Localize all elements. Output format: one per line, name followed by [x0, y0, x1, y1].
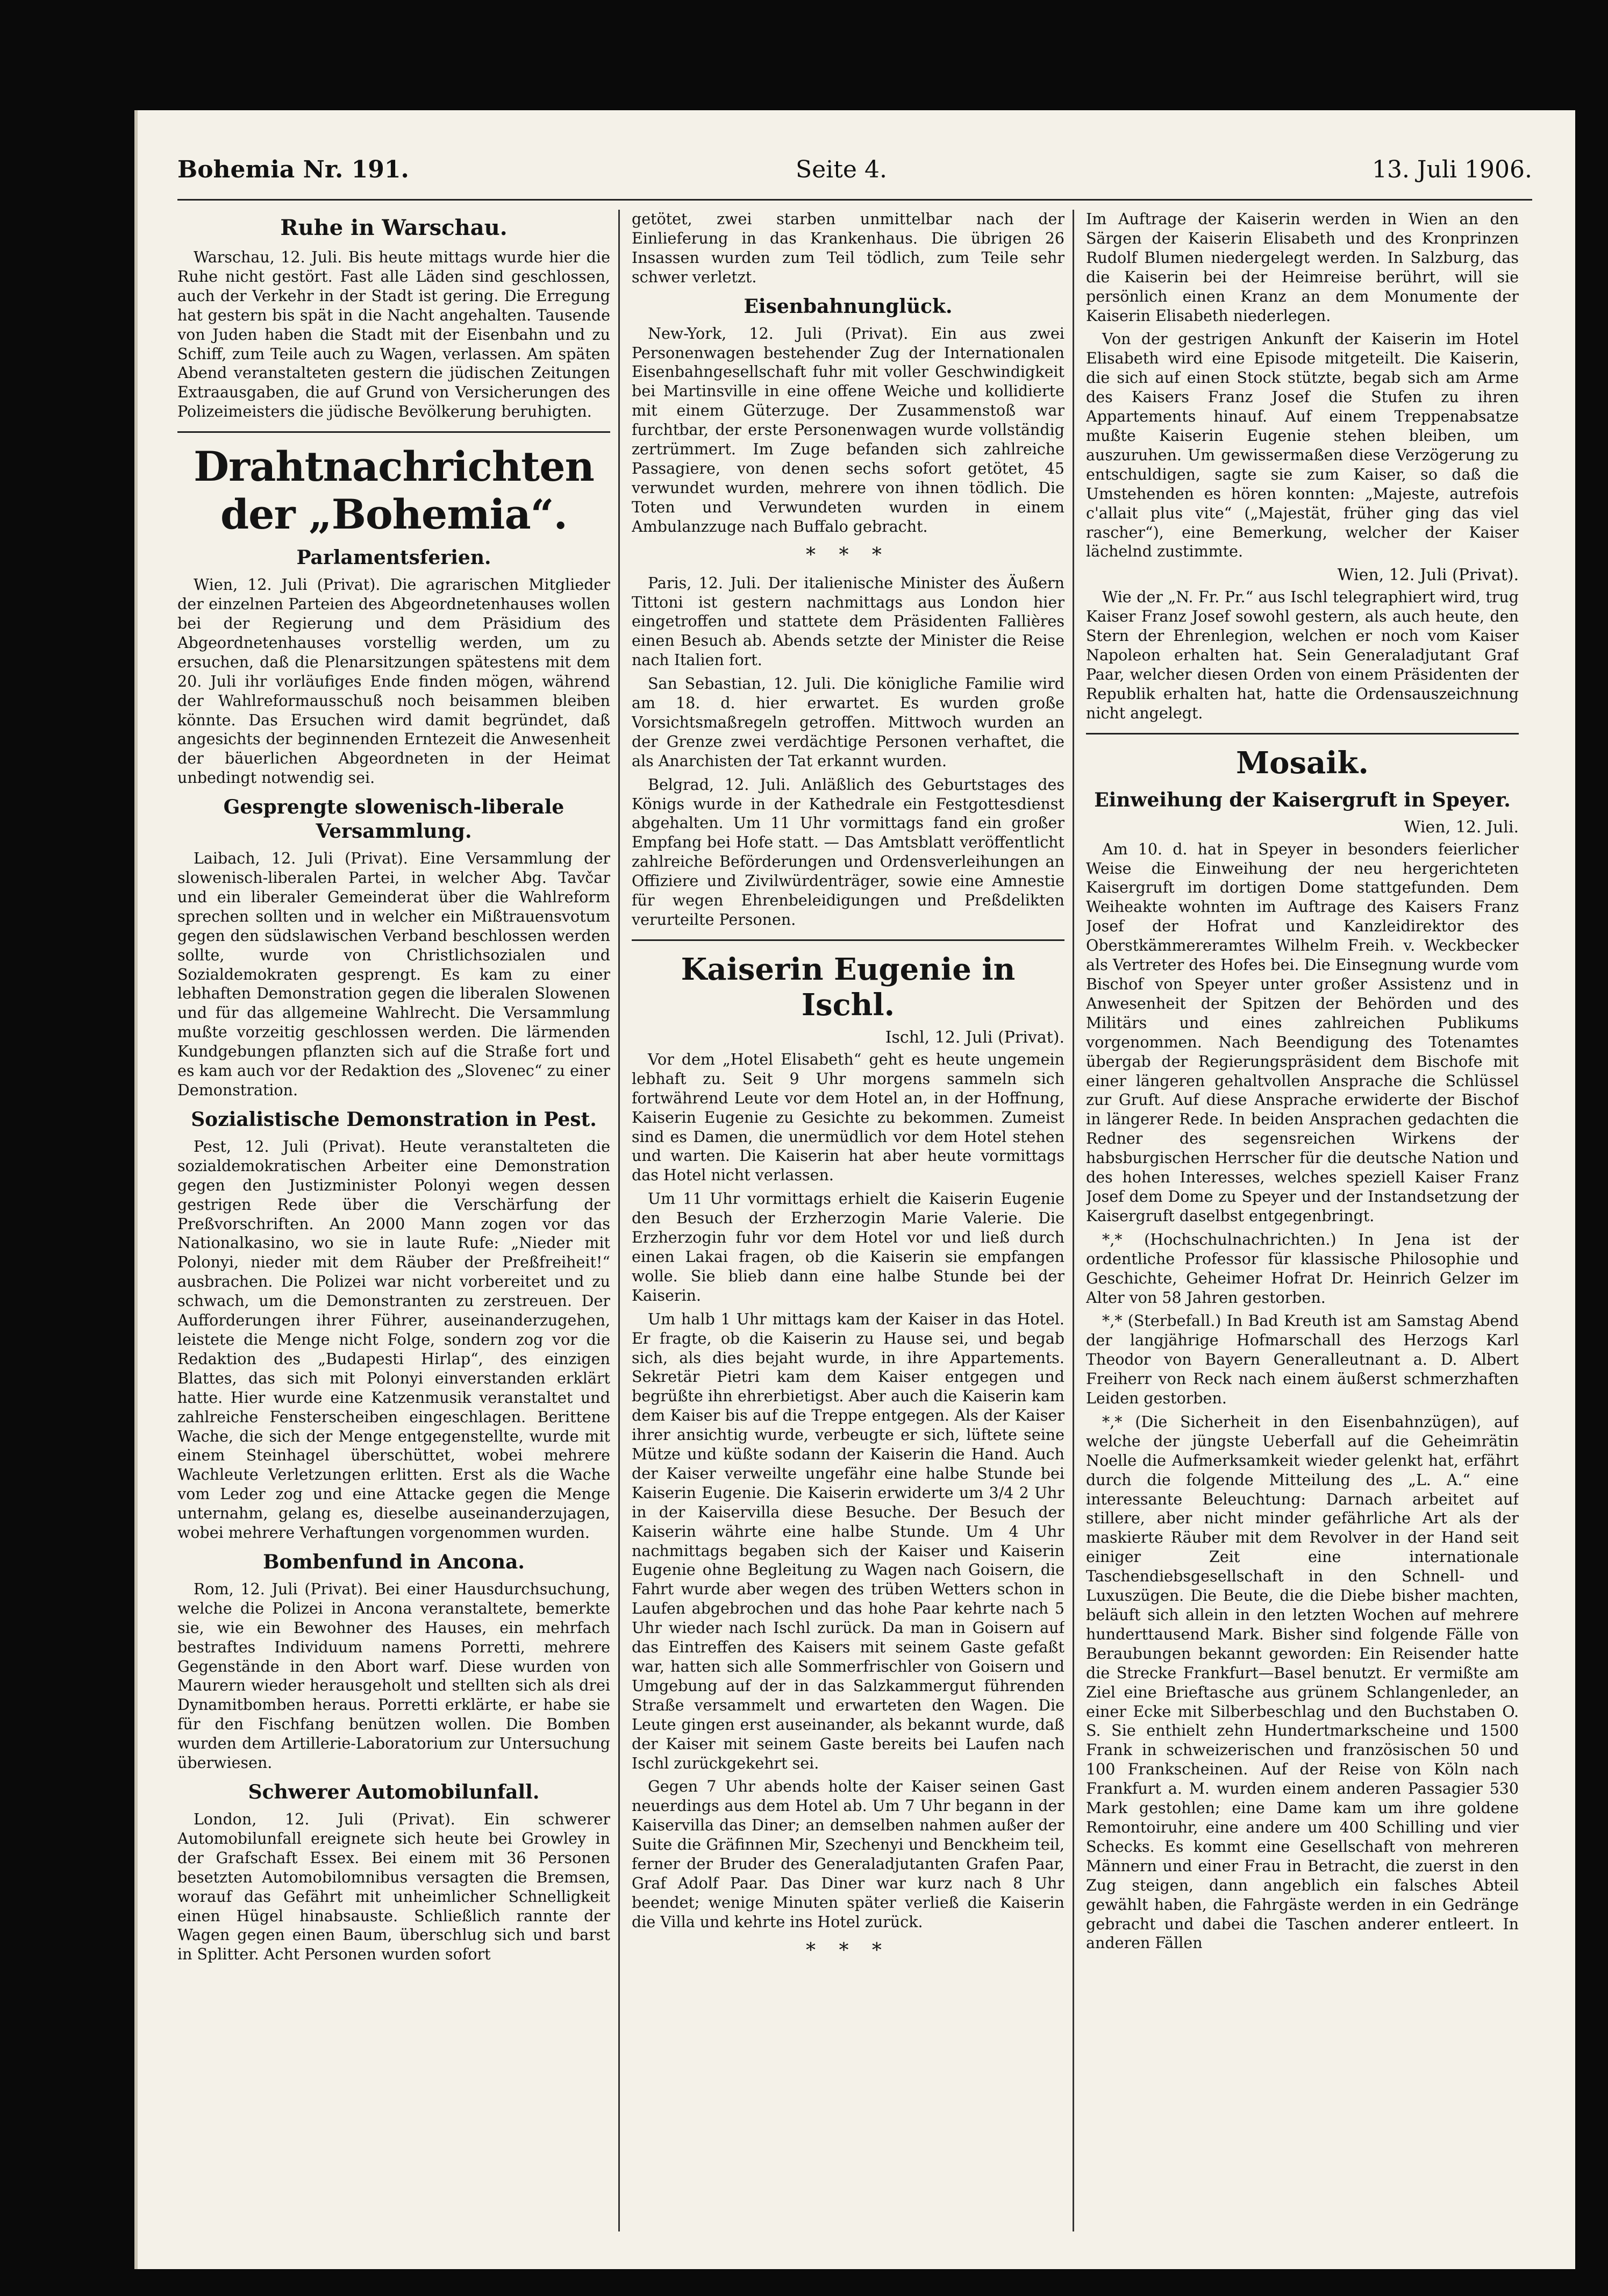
article-heading-laibach: Gesprengte slowenisch-liberale Versammlung. — [223, 796, 564, 843]
article-heading-eugenie: Kaiserin Eugenie in Ischl. — [681, 951, 1016, 1023]
article-text-eugenie-3: Um halb 1 Uhr mittags kam der Kaiser in das Hotel. Er fragte, ob die Kaiserin zu Hause sei, und begab sich, als dies bejaht wurde, in ihre Appartements. Sekretär Pietri kam dem Kaiser entgegen und begrüßte ihn ehrerbietigst. Aber auch die Kaiserin kam dem Kaiser bis auf die Treppe entgegen. Als der Kaiser ihrer ansichtig wurde, verbeugte er sich, lüftete seine Mütze und küßte sodann der Kaiserin die Hand. Auch der Kaiser verweilte ungefähr eine halbe Stunde bei Kaiserin Eugenie. Die Kaiserin erwiderte um 3/4 2 Uhr in der Kaiservilla diese Besuche. Der Besuch der Kaiserin währte eine halbe Stunde. Um 4 Uhr nachmittags begaben sich der Kaiser und Kaiserin Eugenie ohne Begleitung zu Wagen nach Goisern, die Fahrt wurde aber wegen des trüben Wetters schon in Laufen abgebrochen und das hohe Paar kehrte nach 5 Uhr wieder nach Ischl zurück. Da man in Goisern auf das Eintreffen des Kaisers mit seinem Gaste gefaßt war, hatten sich alle Sommerfrischler von Goisern und Umgebung auf der in das Salzkammergut führenden Straße versammelt und erwarteten den Wagen. Die Leute gingen erst auseinander, als bekannt wurde, daß der Kaiser mit seinem Gaste bereits bei Laufen nach Ischl zurückgekehrt sei. — [632, 1310, 1064, 1772]
article-text-eugenie-4: Gegen 7 Uhr abends holte der Kaiser seinen Gast neuerdings aus dem Hotel ab. Um 7 Uhr begann in der Kaiservilla das Diner; an demselben nahmen außer der Suite die Gräfinnen Mir, Szechenyi und Benckheim teil, ferner der Bruder des Generaladjutanten Grafen Paar, Graf Adolf Paar. Das Diner war kurz nach 8 Uhr beendet; wenige Minuten später verließ die Kaiserin die Villa und kehrte ins Hotel zurück. — [632, 1778, 1064, 1931]
column-rule-1 — [618, 210, 620, 2231]
section-divider — [177, 431, 610, 433]
dateline-ischl: Ischl, 12. Juli (Privat). — [885, 1028, 1064, 1047]
article-text-hochschulnachrichten: *,* (Hochschulnachrichten.) In Jena ist der ordentliche Professor für klassische Philosophie und Geschichte, Geheimer Hofrat Dr. Heinrich Gelzer im Alter von 58 Jahren gestorben. — [1086, 1230, 1519, 1307]
header-date: 13. Juli 1906. — [1371, 156, 1532, 183]
article-text-automobilunfall: London, 12. Juli (Privat). Ein schwerer Automobilunfall ereignete sich heute bei Growley in der Grafschaft Essex. Bei einem mit 36 Personen besetzten Automobilomnibus versagten die Bremsen, worauf das Gefährt mit unheimlicher Schnelligkeit einen Hügel hinabsauste. Schließlich rannte der Wagen gegen einen Baum, überschlug sich und barst in Splitter. Acht Personen wurden sofort — [177, 1810, 610, 1964]
article-text-eisenbahnzuege: *,* (Die Sicherheit in den Eisenbahnzügen), auf welche der jüngste Ueberfall auf die Geheimrätin Noelle die Aufmerksamkeit wieder gelenkt hat, erfährt durch die folgende Mitteilung des „L. A.“ eine interessante Beleuchtung: Darnach arbeitet auf stillere, aber nicht minder gefährliche Art als der maskierte Räuber mit dem Revolver in der Hand seit einiger Zeit eine internationale Taschendiebsgesellschaft in den Schnell- und Luxuszügen. Die Beute, die die Diebe bisher machten, beläuft sich allein in den letzten Wochen auf mehrere hunderttausend Mark. Bisher sind folgende Fälle von Beraubungen bekannt geworden: Ein Reisender hatte die Strecke Frankfurt—Basel benutzt. Er vermißte am Ziel eine Brieftasche aus grünem Schlangenleder, an einer Ecke mit Silberbeschlag und den Buchstaben O. S. Sie enthielt zehn Hundertmarkscheine und 1500 Frank in schweizerischen und französischen 50 und 100 Frankscheinen. Auf der Reise von Köln nach Frankfurt a. M. wurden einem anderen Passagier 530 Mark gestohlen; eine Dame kam um ihre goldene Remontoiruhr, eine andere um 400 Schilling und vier Schecks. Es kommt eine Gesellschaft von mehreren Männern und einer Frau in Betracht, die zuerst in den Zug steigen, dann angeblich ein falsches Abteil gewählt haben, die Fahrgäste werden in ein Gedränge gebracht und dabei die Taschen anderer entleert. In anderen Fällen — [1086, 1413, 1519, 1952]
dateline-wien: Wien, 12. Juli. — [1404, 817, 1519, 837]
section-title-mosaik: Mosaik. — [1236, 745, 1369, 781]
article-heading-automobilunfall: Schwerer Automobilunfall. — [248, 1781, 540, 1803]
article-heading-pest: Sozialistische Demonstration in Pest. — [191, 1108, 597, 1131]
article-heading-kaisergruft: Einweihung der Kaisergruft in Speyer. — [1094, 788, 1511, 811]
article-text-ehrenlegion: Wie der „N. Fr. Pr.“ aus Ischl telegraphiert wird, trug Kaiser Franz Josef sowohl gestern, als auch heute, den Stern der Ehrenlegion, welchen er noch vom Kaiser Napoleon erhalten hat. Sein Generaladjutant Graf Paar, welcher diesen Orden von einem Präsidenten der Republik erhalten hat, hatte die Ordensauszeichnung nicht angelegt. — [1086, 588, 1519, 722]
column-2 — [632, 210, 1064, 2231]
article-text-pest: Pest, 12. Juli (Privat). Heute veranstalteten die sozialdemokratischen Arbeiter eine Demonstration gegen den Justizminister Polonyi wegen dessen gestrigen Rede über die Verschärfung der Preßvorschriften. An 2000 Mann zogen vor das Nationalkasino, wo sie in laute Rufe: „Nieder mit Polonyi, nieder mit dem Räuber der Preßfreiheit!“ ausbrachen. Die Polizei war nicht vorbereitet und zu schwach, um die Demonstranten zu zerstreuen. Der Aufforderungen ihrer Führer, auseinanderzugehen, leistete die Menge nicht Folge, sondern zog vor die Redaktion des „Budapesti Hirlap“, des einzigen Blattes, das sich mit Polonyi einverstanden erklärt hatte. Hier wurde eine Katzenmusik veranstaltet und zahlreiche Fensterscheiben eingeschlagen. Berittene Wache, die sich der Menge entgegenstellte, wurde mit einem Steinhagel überschüttet, wobei mehrere Wachleute Verletzungen erlitten. Erst als die Wache vom Leder zog und eine Attacke gegen die Menge unternahm, gelang es, dieselbe auseinanderzujagen, wobei mehrere Verhaftungen vorgenommen wurden. — [177, 1137, 610, 1542]
article-text-laibach: Laibach, 12. Juli (Privat). Eine Versammlung der slowenisch-liberalen Partei, in welcher Abg. Tavčar und ein liberaler Gemeinderat über die Wahlreform sprechen sollten und in welcher ein Mißtrauensvotum gegen den südslawischen Verband beschlossen werden sollte, wurde von Christlichsozialen und Sozialdemokraten gesprengt. Es kam zu einer lebhaften Demonstration gegen die liberalen Slowenen und für das allgemeine Wahlrecht. Die Versammlung mußte vorzeitig geschlossen werden. Die lärmenden Kundgebungen pflanzten sich auf die Straße fort und es kam auch vor der Redaktion des „Slovenec“ zu einer Demonstration. — [177, 850, 610, 1099]
article-heading-ancona: Bombenfund in Ancona. — [263, 1550, 525, 1573]
column-1 — [177, 210, 610, 2231]
column-rule-2 — [1073, 210, 1074, 2231]
article-text-sterbefall: *,* (Sterbefall.) In Bad Kreuth ist am Samstag Abend der langjährige Hofmarschall des Herzogs Karl Theodor von Bayern Generalleutnant a. D. Albert Freiherr von Reck nach einem äußerst schmerzhaften Leiden gestorben. — [1086, 1312, 1519, 1408]
article-text-san-sebastian: San Sebastian, 12. Juli. Die königliche Familie wird am 18. d. hier erwartet. Es wurden große Vorsichtsmaßregeln getroffen. Mittwoch wurden an der Grenze zwei verdächtige Personen verhaftet, die als Anarchisten der Tat erkannt wurden. — [632, 675, 1064, 770]
header-page-number: Seite 4. — [796, 156, 887, 183]
article-text-belgrad: Belgrad, 12. Juli. Anläßlich des Geburtstages des Königs wurde in der Kathedrale ein Festgottesdienst abgehalten. Um 11 Uhr vormittags fand ein großer Empfang bei Hofe statt. — Das Amtsblatt veröffentlicht zahlreiche Beförderungen und Ordensverleihungen an Offiziere und Zivilwürdenträger, sowie eine Amnestie für wegen Ehrenbeleidigungen und Preßdelikten verurteilte Personen. — [632, 775, 1064, 929]
column-3 — [1086, 210, 1519, 2231]
section-divider — [1086, 733, 1519, 735]
article-text-kaisergruft: Am 10. d. hat in Speyer in besonders feierlicher Weise die Einweihung der neu hergerichteten Kaisergruft im dortigen Dome stattgefunden. Dem Weiheakte wohnten im Auftrage des Kaisers Franz Josef der Hofrat und Kanzleidirektor des Oberstkämmereramtes Wilhelm Freih. v. Weckbecker als Vertreter des Hofes bei. Die Einsegnung wurde vom Bischof von Speyer unter großer Assistenz und in Anwesenheit der Spitzen der Behörden und des Militärs und eines zahlreichen Publikums vorgenommen. Nach Beendigung des Totenamtes übergab der Regierungspräsident dem Bischofe mit einer längeren gehaltvollen Ansprache die Schlüssel zur Gruft. Auf diese Ansprache erwiderte der Bischof in längerer Rede. In beiden Ansprachen gedachten die Redner des segensreichen Wirkens der habsburgischen Herrscher für die deutsche Nation und des hohen Interesses, welches speziell Kaiser Franz Josef dem Dome zu Speyer und der Instandsetzung der Kaisergruft daselbst entgegenbringt. — [1086, 840, 1519, 1225]
article-text-eugenie-6: Von der gestrigen Ankunft der Kaiserin im Hotel Elisabeth wird eine Episode mitgeteilt. Die Kaiserin, die sich auf einen Stock stützte, begab sich am Arme des Kaisers Franz Josef die Stufen zu ihren Appartements hinauf. Auf einem Treppenabsatze mußte Kaiserin Eugenie stehen bleiben, um auszuruhen. Um gewissermaßen diese Verzögerung zu entschuldigen, sagte sie zum Kaiser, so daß die Umstehenden es hören konnten: „Majeste, autrefois c'allait plus vite“ („Majestät, früher ging das viel rascher“), eine Bemerkung, welcher der Kaiser lächelnd zustimmte. — [1086, 330, 1519, 561]
article-text-eugenie-1: Vor dem „Hotel Elisabeth“ geht es heute ungemein lebhaft zu. Seit 9 Uhr morgens sammeln sich fortwährend Leute vor dem Hotel an, in der Hoffnung, Kaiserin Eugenie zu Gesichte zu bekommen. Zumeist sind es Damen, die unermüdlich vor dem Hotel stehen und warten. Die Kaiserin hat aber heute vormittags das Hotel nicht verlassen. — [632, 1050, 1064, 1185]
separator-stars: * * * — [806, 544, 890, 566]
article-heading-parlamentsferien: Parlamentsferien. — [296, 546, 491, 569]
section-title-drahtnachrichten: Drahtnachrichten der „Bohemia“. — [194, 443, 594, 539]
article-text-ancona: Rom, 12. Juli (Privat). Bei einer Hausdurchsuchung, welche die Polizei in Ancona veranstaltete, bemerkte sie, wie ein Bewohner des Hauses, ein mehrfach bestraftes Individuum namens Porretti, mehrere Gegenstände in den Abort warf. Diese wurden von Maurern wieder herausgeholt und stellten sich als drei Dynamitbomben heraus. Porretti erklärte, er habe sie für den Fischfang benützen wollen. Die Bomben wurden dem Artillerie-Laboratorium zur Untersuchung überwiesen. — [177, 1580, 610, 1772]
article-text-eugenie-2: Um 11 Uhr vormittags erhielt die Kaiserin Eugenie den Besuch der Erzherzogin Marie Valerie. Die Erzherzogin fuhr vor dem Hotel vor und ließ durch einen Lakai fragen, ob die Kaiserin sie empfangen wolle. Sie blieb dann eine halbe Stunde bei der Kaiserin. — [632, 1190, 1064, 1304]
article-text-warschau: Warschau, 12. Juli. Bis heute mittags wurde hier die Ruhe nicht gestört. Fast alle Läden sind geschlossen, auch der Verkehr in der Stadt ist gering. Die Erregung hat gestern bis spät in die Nacht angehalten. Tausende von Juden haben die Stadt mit der Eisenbahn und zu Schiff, zum Teile auch zu Wagen, verlassen. Am späten Abend veranstalteten gestern die jüdischen Zeitungen Extraausgaben, die auf Grund von Versicherungen des Polizeimeisters die jüdische Bevölkerung beruhigten. — [177, 248, 610, 421]
article-text-parlamentsferien: Wien, 12. Juli (Privat). Die agrarischen Mitglieder der einzelnen Parteien des Abgeordnetenhauses wollen bei der Regierung und dem Präsidium des Abgeordnetenhauses vorstellig werden, um zu ersuchen, daß die Plenarsitzungen spätestens mit dem 20. Juli ihr vorläufiges Ende finden mögen, während der Wahlreformausschuß noch beisammen bleiben könnte. Das Ersuchen wird damit begründet, daß angesichts der beginnenden Erntezeit die Anwesenheit der bäuerlichen Abgeordneten in der Heimat unbedingt notwendig sei. — [177, 576, 610, 787]
article-heading-eisenbahnunglueck: Eisenbahnunglück. — [744, 295, 953, 318]
page-fold-shadow — [134, 110, 138, 2269]
section-divider — [632, 939, 1064, 941]
article-text-newyork: New-York, 12. Juli (Privat). Ein aus zwei Personenwagen bestehender Zug der Internationalen Eisenbahngesellschaft fuhr mit voller Geschwindigkeit bei Martinsville in eine offene Weiche und kollidierte mit einem Güterzuge. Der Zusammenstoß war furchtbar, der erste Personenwagen wurde vollständig zertrümmert. Im Zuge befanden sich zahlreiche Passagiere, von denen sechs sofort getötet, 45 verwundet wurden, mehrere von ihnen tödlich. Die Toten und Verwundeten wurden in einem Ambulanzzuge nach Buffalo gebracht. — [632, 324, 1064, 536]
article-text-paris: Paris, 12. Juli. Der italienische Minister des Äußern Tittoni ist gestern nachmittags aus London hier eingetroffen und stattete dem Präsidenten Fallières einen Besuch ab. Abends setzte der Minister die Reise nach Italien fort. — [632, 574, 1064, 669]
page-header — [177, 156, 1532, 201]
dateline-wien-privat: Wien, 12. Juli (Privat). — [1337, 566, 1519, 585]
header-paper-issue: Bohemia Nr. 191. — [177, 156, 409, 183]
separator-stars: * * * — [806, 1939, 890, 1962]
article-heading-warschau: Ruhe in Warschau. — [280, 215, 508, 240]
article-text-automobilunfall-cont: getötet, zwei starben unmittelbar nach der Einlieferung in das Krankenhaus. Die übrigen 26 Insassen wurden zum Teil tödlich, zum Teile sehr schwer verletzt. — [632, 210, 1064, 286]
newspaper-page — [134, 110, 1575, 2269]
article-text-eugenie-5: Im Auftrage der Kaiserin werden in Wien an den Särgen der Kaiserin Elisabeth und des Kronprinzen Rudolf Blumen niedergelegt werden. In Salzburg, das die Kaiserin bei der Heimreise berührt, will sie persönlich einen Kranz an dem Monumente der Kaiserin Elisabeth niederlegen. — [1086, 210, 1519, 325]
